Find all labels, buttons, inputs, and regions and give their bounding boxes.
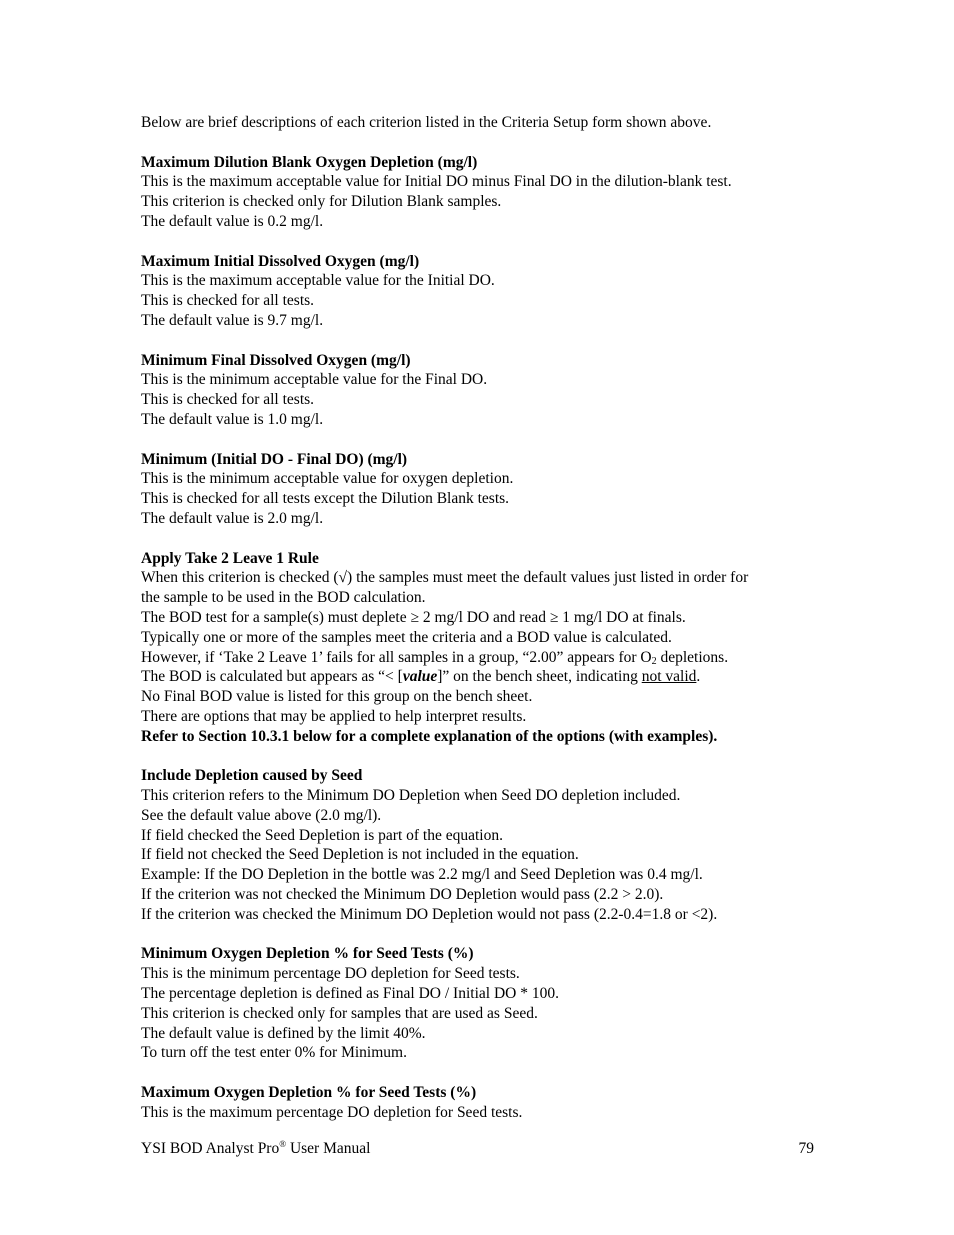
body-line: The default value is defined by the limit 40%. bbox=[141, 1024, 426, 1042]
spacer bbox=[141, 925, 821, 945]
spacer bbox=[141, 232, 821, 252]
body-line: The default value is 2.0 mg/l. bbox=[141, 509, 324, 527]
spacer bbox=[141, 430, 821, 450]
section-heading-min-final-do: Minimum Final Dissolved Oxygen (mg/l) bbox=[141, 351, 411, 369]
body-line: This is the maximum acceptable value for Initial DO minus Final DO in the dilution-blank test. bbox=[141, 173, 732, 191]
body-line: To turn off the test enter 0% for Minimum. bbox=[141, 1044, 407, 1062]
body-line: If field checked the Seed Depletion is part of the equation. bbox=[141, 826, 503, 844]
section-heading-max-initial-do: Maximum Initial Dissolved Oxygen (mg/l) bbox=[141, 252, 420, 270]
body-line: The percentage depletion is defined as Final DO / Initial DO * 100. bbox=[141, 985, 559, 1003]
text-run: The BOD is calculated but appears as “< [ bbox=[141, 668, 403, 686]
body-line: This criterion refers to the Minimum DO Depletion when Seed DO depletion included. bbox=[141, 787, 681, 805]
manual-suffix: User Manual bbox=[286, 1140, 371, 1157]
body-line: There are options that may be applied to help interpret results. bbox=[141, 707, 527, 725]
body-line: This is checked for all tests except the Dilution Blank tests. bbox=[141, 490, 510, 508]
body-line: When this criterion is checked (√) the samples must meet the default values just listed in order for bbox=[141, 569, 749, 587]
body-line: If the criterion was not checked the Minimum DO Depletion would pass (2.2 > 2.0). bbox=[141, 886, 664, 904]
body-line: This is checked for all tests. bbox=[141, 391, 315, 409]
footer-title bbox=[141, 1139, 370, 1159]
body-line: If field not checked the Seed Depletion is not included in the equation. bbox=[141, 846, 579, 864]
page-number: 79 bbox=[798, 1140, 814, 1157]
section-heading-min-depletion: Minimum (Initial DO - Final DO) (mg/l) bbox=[141, 450, 408, 468]
page-body bbox=[141, 113, 821, 1123]
body-line: This is the minimum acceptable value for the Final DO. bbox=[141, 371, 488, 389]
body-line: Typically one or more of the samples meet the criteria and a BOD value is calculated. bbox=[141, 628, 672, 646]
manual-name: YSI BOD Analyst Pro bbox=[141, 1140, 280, 1157]
value-emphasis: value bbox=[402, 668, 438, 686]
spacer bbox=[141, 331, 821, 351]
not-valid-underlined: not valid bbox=[641, 668, 697, 686]
subscript: 2 bbox=[651, 655, 657, 667]
spacer bbox=[141, 133, 821, 153]
body-line-not-valid bbox=[141, 667, 821, 687]
body-line: See the default value above (2.0 mg/l). bbox=[141, 806, 382, 824]
body-line: No Final BOD value is listed for this group on the bench sheet. bbox=[141, 688, 533, 706]
body-line: This is the maximum acceptable value for the Initial DO. bbox=[141, 272, 495, 290]
section-reference-note: Refer to Section 10.3.1 below for a complete explanation of the options (with examples). bbox=[141, 727, 718, 745]
body-line: This criterion is checked only for Dilution Blank samples. bbox=[141, 193, 502, 211]
intro-text: Below are brief descriptions of each criterion listed in the Criteria Setup form shown above. bbox=[141, 114, 712, 131]
body-line: The BOD test for a sample(s) must deplete ≥ 2 mg/l DO and read ≥ 1 mg/l DO at finals. bbox=[141, 608, 686, 626]
spacer bbox=[141, 1063, 821, 1083]
body-line: This is the maximum percentage DO depletion for Seed tests. bbox=[141, 1103, 523, 1121]
body-line: The default value is 1.0 mg/l. bbox=[141, 410, 324, 428]
body-line: This is checked for all tests. bbox=[141, 292, 315, 310]
body-line: If the criterion was checked the Minimum DO Depletion would not pass (2.2-0.4=1.8 or <2). bbox=[141, 905, 718, 923]
body-line: The default value is 9.7 mg/l. bbox=[141, 311, 324, 329]
text-run: However, if ‘Take 2 Leave 1’ fails for all samples in a group, “2.00” appears for O bbox=[141, 648, 652, 666]
body-line: Example: If the DO Depletion in the bottle was 2.2 mg/l and Seed Depletion was 0.4 mg/l. bbox=[141, 866, 703, 884]
text-run: . bbox=[696, 668, 701, 686]
text-run: depletions. bbox=[656, 648, 729, 666]
body-line: The default value is 0.2 mg/l. bbox=[141, 212, 324, 230]
body-line: This criterion is checked only for samples that are used as Seed. bbox=[141, 1004, 538, 1022]
body-line-o2-depletions bbox=[141, 648, 821, 668]
registered-mark: ® bbox=[279, 1139, 287, 1149]
section-heading-take-2-leave-1: Apply Take 2 Leave 1 Rule bbox=[141, 549, 319, 567]
text-run: ]” on the bench sheet, indicating bbox=[437, 668, 642, 686]
page-footer bbox=[141, 1139, 814, 1159]
body-line: This is the minimum acceptable value for oxygen depletion. bbox=[141, 470, 514, 488]
spacer bbox=[141, 747, 821, 767]
section-heading-min-seed-depletion-pct: Minimum Oxygen Depletion % for Seed Tests (%) bbox=[141, 945, 474, 963]
section-heading-include-seed-depletion: Include Depletion caused by Seed bbox=[141, 767, 363, 785]
body-line: the sample to be used in the BOD calculation. bbox=[141, 589, 426, 607]
section-heading-max-seed-depletion-pct: Maximum Oxygen Depletion % for Seed Tests (%) bbox=[141, 1084, 477, 1102]
spacer bbox=[141, 529, 821, 549]
section-heading-max-dilution-blank: Maximum Dilution Blank Oxygen Depletion (mg/l) bbox=[141, 153, 478, 171]
body-line: This is the minimum percentage DO depletion for Seed tests. bbox=[141, 965, 520, 983]
